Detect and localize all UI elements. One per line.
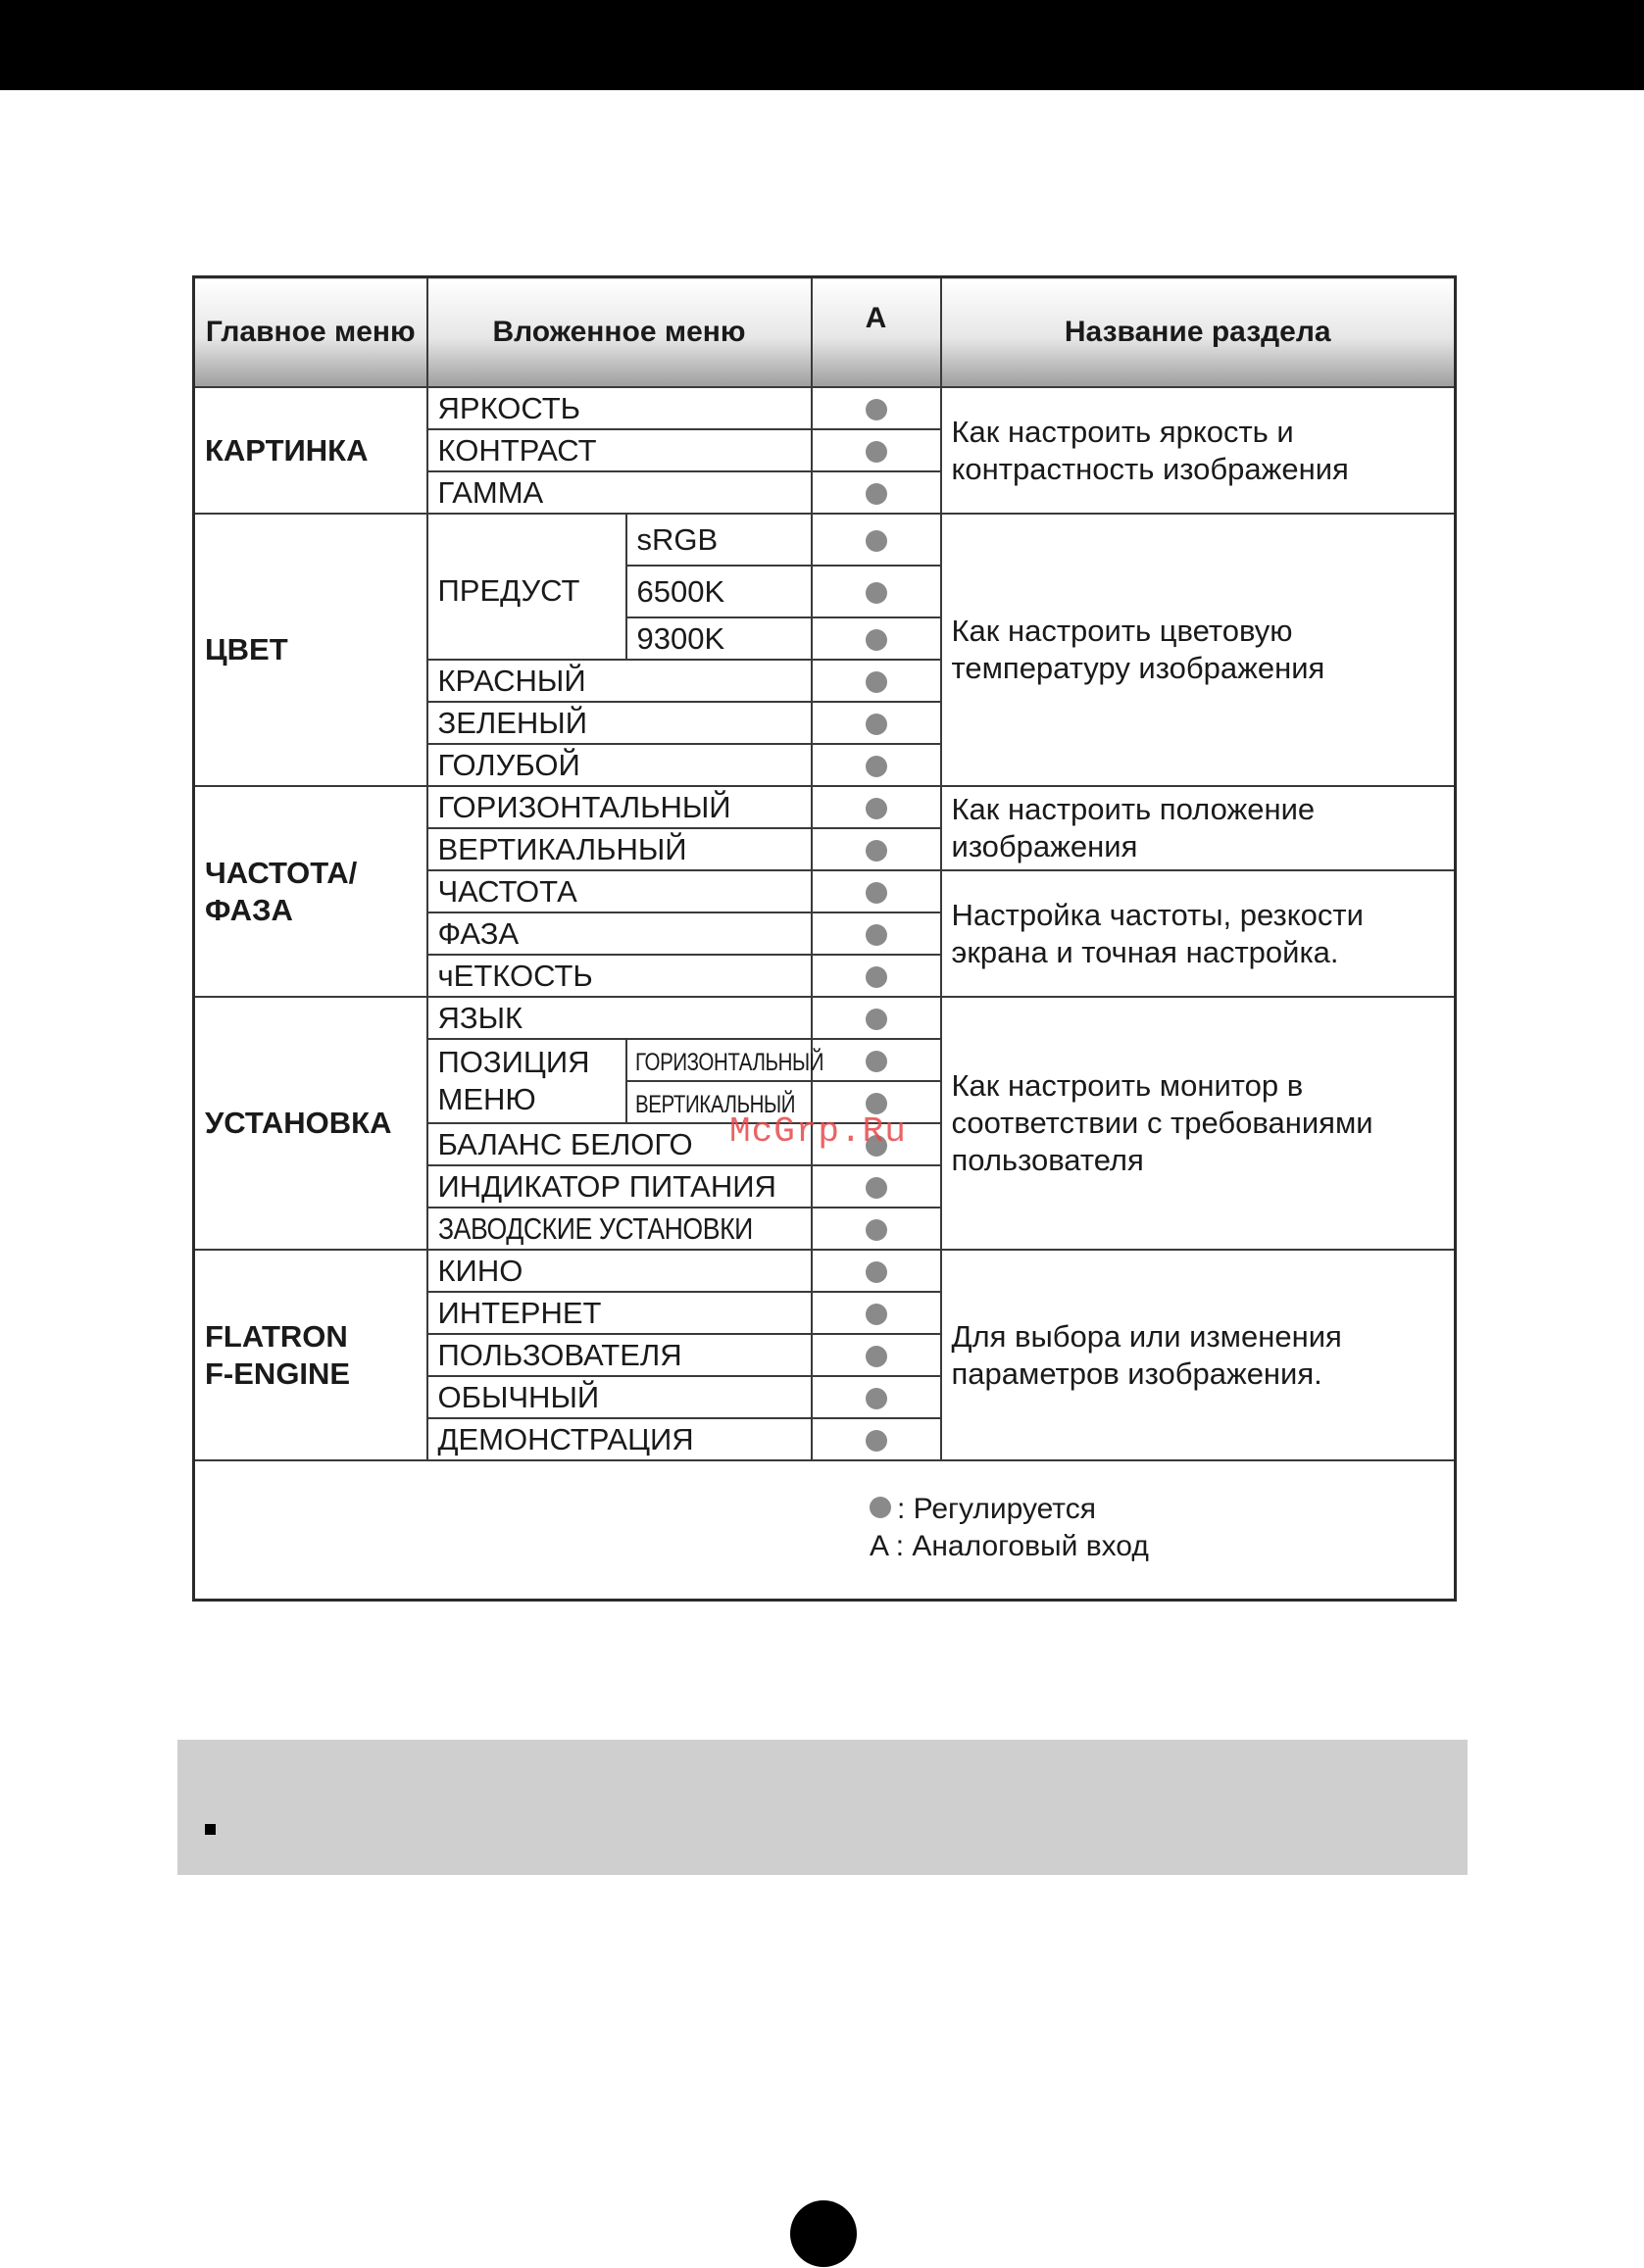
- table-row: [194, 1250, 1456, 1292]
- adjustable-dot-icon: [866, 399, 887, 420]
- adjustable-dot-icon: [866, 714, 887, 735]
- section-description: Настройка частоты, резкости экрана и точная настройка.: [941, 870, 1456, 997]
- bullet-icon: [205, 1824, 216, 1835]
- submenu-item: ГОЛУБОЙ: [427, 744, 812, 786]
- adjustable-dot-icon: [866, 966, 887, 988]
- submenu-item: БАЛАНС БЕЛОГО: [427, 1123, 812, 1165]
- adjustable-dot-icon: [866, 1261, 887, 1283]
- adjustable-dot-icon: [866, 882, 887, 904]
- adjustable-dot-icon: [866, 582, 887, 604]
- submenu-item: ИНТЕРНЕТ: [427, 1292, 812, 1334]
- adjustable-dot-icon: [866, 1177, 887, 1199]
- submenu-item: ГАММА: [427, 471, 812, 514]
- osd-position-line1: ПОЗИЦИЯ: [437, 1045, 590, 1079]
- table-row: [194, 786, 1456, 828]
- adjustable-dot-icon: [866, 441, 887, 463]
- section-description: Как настроить яркость и контрастность изображения: [941, 387, 1456, 514]
- submenu-item: ОБЫЧНЫЙ: [427, 1376, 812, 1418]
- legend-analog: A : Аналоговый вход: [870, 1530, 1149, 1562]
- submenu-item: ДЕМОНСТРАЦИЯ: [427, 1418, 812, 1460]
- submenu-item: ИНДИКАТОР ПИТАНИЯ: [427, 1165, 812, 1208]
- top-black-bar: [0, 0, 1644, 90]
- main-menu-tracking-line2: ФАЗА: [205, 892, 293, 927]
- main-menu-flatron-line2: F-ENGINE: [205, 1356, 351, 1391]
- section-description: Как настроить положение изображения: [941, 786, 1456, 870]
- header-analog-input: A: [812, 277, 941, 388]
- submenu-item: КРАСНЫЙ: [427, 660, 812, 702]
- submenu-item: КИНО: [427, 1250, 812, 1292]
- adjustable-dot-icon: [866, 1219, 887, 1241]
- submenu-item: чЕТКОСТЬ: [427, 955, 812, 997]
- submenu-item: ЗАВОДСКИЕ УСТАНОВКИ: [437, 1210, 753, 1246]
- preset-item: 9300K: [626, 617, 812, 660]
- submenu-item: ПОЛЬЗОВАТЕЛЯ: [427, 1334, 812, 1376]
- legend-adjustable: [870, 1491, 1149, 1528]
- section-description: Как настроить монитор в соответствии с требованиями пользователя: [941, 997, 1456, 1250]
- adjustable-dot-icon: [866, 1430, 887, 1452]
- adjustable-dot-icon: [866, 629, 887, 651]
- table-row: [194, 997, 1456, 1039]
- legend-row: [194, 1460, 1456, 1601]
- preset-item: 6500K: [626, 566, 812, 617]
- submenu-osd-position: [427, 1039, 626, 1123]
- note-box: [177, 1740, 1468, 1875]
- main-menu-tracking-line1: ЧАСТОТА/: [205, 855, 358, 890]
- submenu-item: ГОРИЗОНТАЛЬНЫЙ: [427, 786, 812, 828]
- submenu-preset: ПРЕДУСТ: [427, 514, 626, 660]
- legend: [870, 1491, 1149, 1565]
- osd-menu-table: [192, 275, 1457, 1602]
- main-menu-flatron: [194, 1250, 427, 1460]
- adjustable-dot-icon: [866, 1388, 887, 1409]
- main-menu-setup: УСТАНОВКА: [194, 997, 427, 1250]
- adjustable-dot-icon: [866, 1009, 887, 1030]
- adjustable-dot-icon: [866, 1304, 887, 1325]
- main-menu-flatron-line1: FLATRON: [205, 1318, 348, 1354]
- adjustable-dot-icon: [870, 1497, 891, 1518]
- adjustable-dot-icon: [866, 924, 887, 946]
- adjustable-dot-icon: [866, 798, 887, 819]
- main-menu-color: ЦВЕТ: [194, 514, 427, 786]
- submenu-item: ЗЕЛЕНЫЙ: [427, 702, 812, 744]
- submenu-item: ФАЗА: [427, 912, 812, 955]
- adjustable-dot-icon: [866, 483, 887, 505]
- header-section: Название раздела: [941, 277, 1456, 388]
- adjustable-dot-icon: [866, 1346, 887, 1367]
- osd-sub-item: ГОРИЗОНТАЛЬНЫЙ: [634, 1048, 823, 1076]
- osd-sub-item: ВЕРТИКАЛЬНЫЙ: [634, 1090, 795, 1118]
- table-row: [194, 514, 1456, 566]
- section-description: Для выбора или изменения параметров изображения.: [941, 1250, 1456, 1460]
- section-description: Как настроить цветовую температуру изображения: [941, 514, 1456, 786]
- submenu-item: ВЕРТИКАЛЬНЫЙ: [427, 828, 812, 870]
- osd-position-line2: МЕНЮ: [437, 1082, 536, 1116]
- adjustable-dot-icon: [866, 1051, 887, 1072]
- submenu-item: КОНТРАСТ: [427, 429, 812, 471]
- page-number-circle: [790, 2200, 857, 2267]
- submenu-item: ЯРКОСТЬ: [427, 387, 812, 429]
- table-header-row: [194, 277, 1456, 388]
- adjustable-dot-icon: [866, 840, 887, 862]
- adjustable-dot-icon: [866, 756, 887, 777]
- table-row: [194, 387, 1456, 429]
- submenu-item: ЧАСТОТА: [427, 870, 812, 912]
- submenu-item: ЯЗЫК: [427, 997, 812, 1039]
- legend-adjustable-text: : Регулируется: [897, 1493, 1096, 1525]
- header-submenu: Вложенное меню: [427, 277, 812, 388]
- watermark: McGrp.Ru: [729, 1111, 907, 1152]
- preset-item: sRGB: [626, 514, 812, 566]
- main-menu-tracking: [194, 786, 427, 997]
- main-menu-picture: КАРТИНКА: [194, 387, 427, 514]
- adjustable-dot-icon: [866, 671, 887, 693]
- header-main-menu: Главное меню: [194, 277, 427, 388]
- adjustable-dot-icon: [866, 530, 887, 552]
